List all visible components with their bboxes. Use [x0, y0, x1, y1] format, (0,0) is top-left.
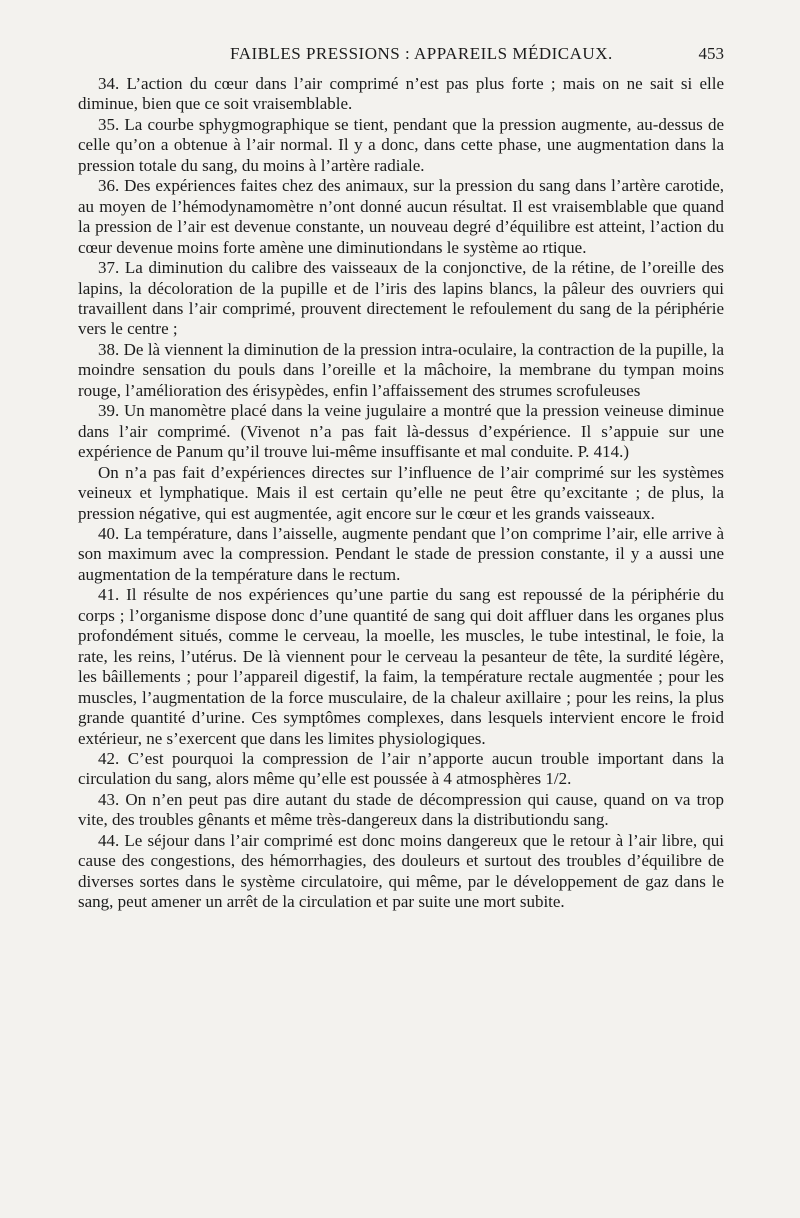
paragraph-39-note: On n’a pas fait d’expériences directes sur l’influence de l’air comprimé sur les systèmes veineux et lymphatique. Mais il est certain qu’elle ne peut être qu’excitante ; de plus, la pression négative, qui est augmentée, agit encore sur le cœur et les grands vaisseaux. — [78, 462, 724, 523]
paragraph-34: 34. L’action du cœur dans l’air comprimé n’est pas plus forte ; mais on ne sait si elle diminue, bien que ce soit vraisemblable. — [78, 74, 724, 114]
paragraph-35: 35. La courbe sphygmographique se tient, pendant que la pression augmente, au-dessus de celle qu’on a obtenue à l’air normal. Il y a donc, dans cette phase, une augmentation dans la pression totale du sang, du moins à l’artère radiale. — [78, 114, 724, 175]
page-number: 453 — [698, 44, 724, 63]
paragraph-44: 44. Le séjour dans l’air comprimé est donc moins dangereux que le retour à l’air libre, qui cause des congestions, des hémorrhagies, des douleurs et surtout des troubles d’équilibre de diverses sortes dans le système circulatoire, qui même, par le développement de gaz dans le sang, peut amener un arrêt de la circulation et par suite une mort subite. — [78, 830, 724, 912]
paragraph-37: 37. La diminution du calibre des vaisseaux de la conjonctive, de la rétine, de l’oreille des lapins, la décoloration de la pupille et de l’iris des lapins blancs, la pâleur des ouvriers qui travaillent dans l’air comprimé, prouvent directement le refoulement du sang de la périphérie vers le centre ; — [78, 258, 724, 339]
paragraph-42: 42. C’est pourquoi la compression de l’air n’apporte aucun trouble important dans la circulation du sang, alors même qu’elle est poussée à 4 atmosphères 1/2. — [78, 748, 724, 789]
paragraph-36: 36. Des expériences faites chez des animaux, sur la pression du sang dans l’artère carotide, au moyen de l’hémodynamomètre n’ont donné aucun résultat. Il est vraisemblable que quand la pression de l’air est devenue constante, un nouveau degré d’équilibre est atteint, l’action du cœur devenue moins forte amène une diminutiondans le système ao rtique. — [78, 176, 724, 257]
page-header — [78, 44, 724, 66]
body-text — [78, 74, 724, 913]
paragraph-40: 40. La température, dans l’aisselle, augmente pendant que l’on comprime l’air, elle arrive à son maximum avec la compression. Pendant le stade de pression constante, il y a aussi une augmentation de la température dans le rectum. — [78, 523, 724, 584]
paragraph-41: 41. Il résulte de nos expériences qu’une partie du sang est repoussé de la périphérie du corps ; l’organisme dispose donc d’une quantité de sang qui doit affluer dans les organes plus profondément situés, comme le cerveau, la moelle, les muscles, le tube intestinal, le foie, la rate, les reins, l’utérus. De là viennent pour le cerveau la pesanteur de tête, la surdité légère, les bâillements ; pour l’appareil digestif, la faim, la température rectale augmentée ; pour les muscles, l’augmentation de la force musculaire, de la chaleur axillaire ; pour les reins, la plus grande quantité d’urine. Ces symptômes complexes, dans lesquels intervient encore le froid extérieur, ne s’exercent que dans les limites physiologiques. — [78, 585, 724, 748]
paragraph-39: 39. Un manomètre placé dans la veine jugulaire a montré que la pression veineuse diminue dans l’air comprimé. (Vivenot n’a pas fait là-dessus d’expérience. Il s’appuie sur une expérience de Panum qu’il trouve lui-même insuffisante et mal conduite. P. 414.) — [78, 401, 724, 462]
running-title: FAIBLES PRESSIONS : APPAREILS MÉDICAUX. — [230, 44, 613, 63]
paragraph-38: 38. De là viennent la diminution de la pression intra-oculaire, la contraction de la pupille, la moindre sensation du pouls dans l’oreille et la mâchoire, la membrane du tympan moins rouge, l’amélioration des érisypèdes, enfin l’affaissement des strumes scrofuleuses — [78, 339, 724, 400]
paragraph-43: 43. On n’en peut pas dire autant du stade de décompression qui cause, quand on va trop vite, des troubles gênants et même très-dangereux dans la distributiondu sang. — [78, 789, 724, 830]
